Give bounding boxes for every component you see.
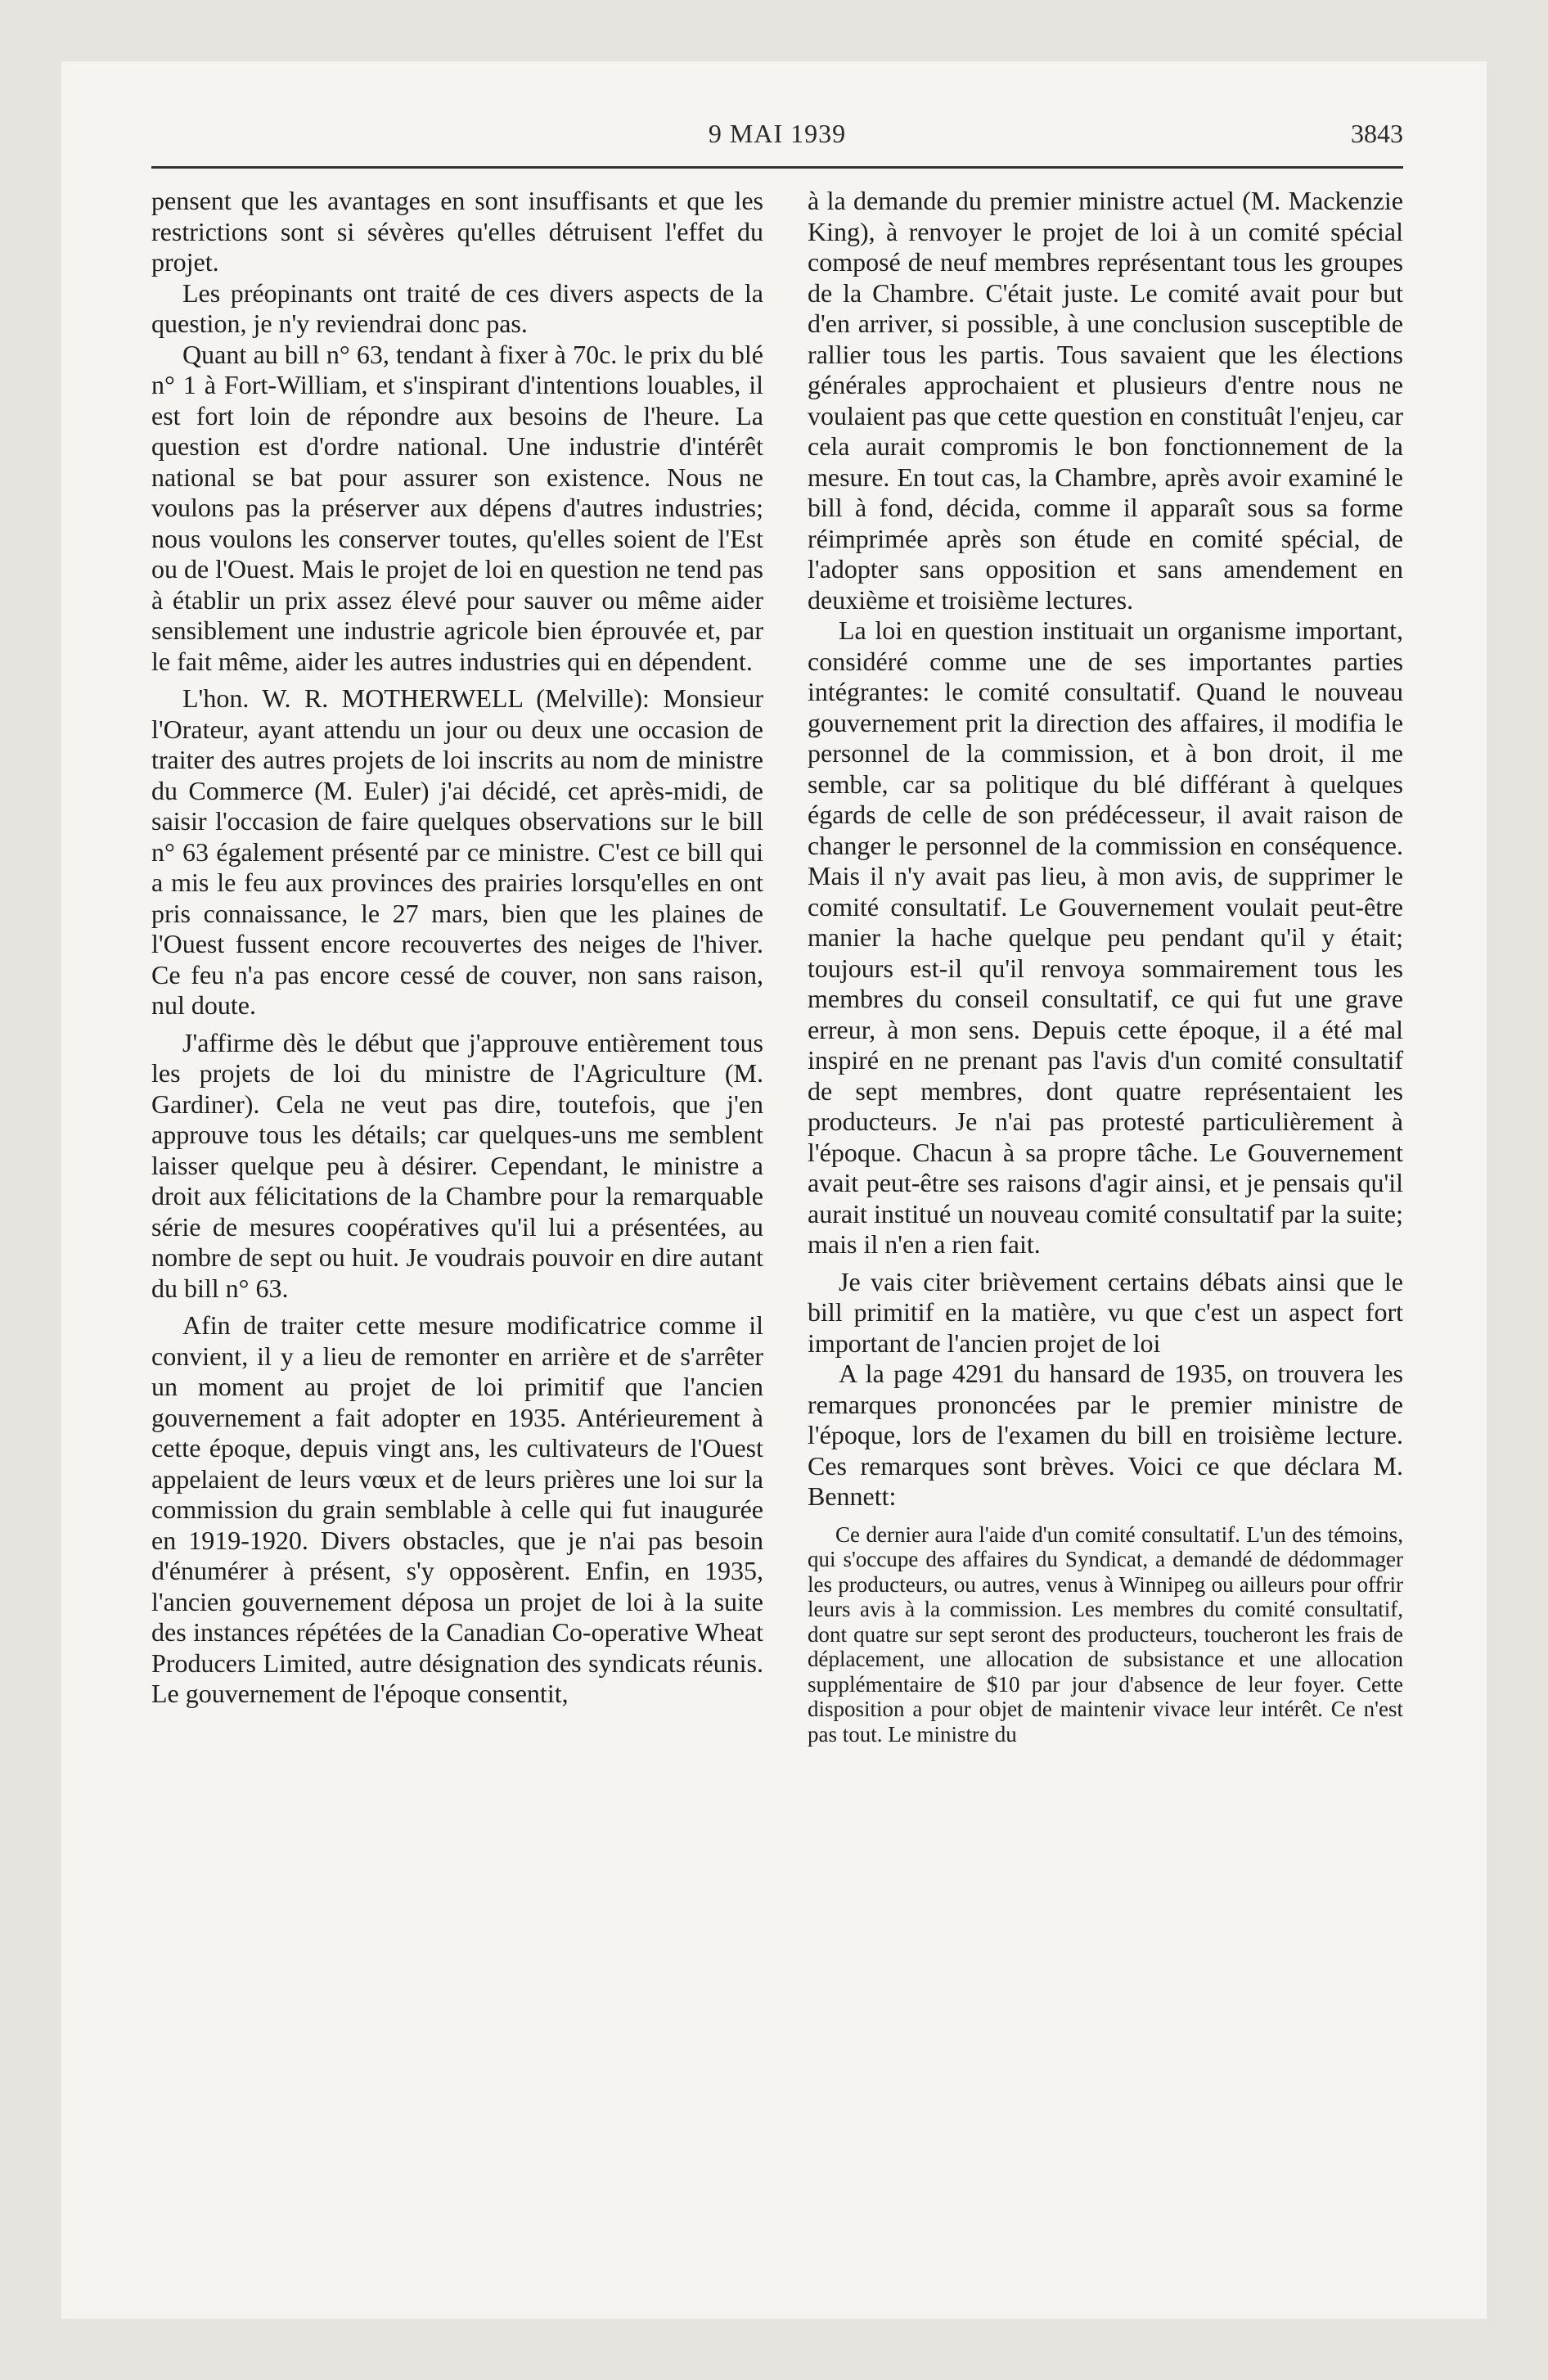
paragraph: pensent que les avantages en sont insuffisants et que les restrictions sont si sévères qu'elles détruisent l'effet du projet. bbox=[151, 186, 763, 277]
paragraph: La loi en question instituait un organisme important, considéré comme une de ses importantes parties intégrantes: le comité consultatif. Quand le nouveau gouvernement prit la direction des affaires, il modifia le personnel de la commission, et à bon droit, il me semble, car sa politique du blé différant à quelques égards de celle de son prédécesseur, il avait raison de changer le personnel de la commission en conséquence. Mais il n'y avait pas lieu, à mon avis, de supprimer le comité consultatif. Le Gouvernement voulait peut-être manier la hache quelque peu pendant qu'il y était; toujours est-il qu'il renvoya sommairement tous les membres du conseil consultatif, ce qui fut une grave erreur, à mon sens. Depuis cette époque, il a été mal inspiré en ne prenant pas l'avis d'un comité consultatif de sept membres, dont quatre représentaient les producteurs. Je n'ai pas protesté particulièrement à l'époque. Chacun à sa propre tâche. Le Gouvernement avait peut-être ses raisons d'agir ainsi, et je pensais qu'il aurait institué un nouveau comité consultatif par la suite; mais il n'en a rien fait. bbox=[808, 615, 1403, 1259]
paragraph: Je vais citer brièvement certains débats ainsi que le bill primitif en la matière, vu que c'est un aspect fort important de l'ancien projet de loi bbox=[808, 1266, 1403, 1358]
paragraph: Afin de traiter cette mesure modificatrice comme il convient, il y a lieu de remonter en arrière et de s'arrêter un moment au projet de loi primitif que l'ancien gouvernement a fait adopter en 1935. Antérieurement à cette époque, depuis vingt ans, les cultivateurs de l'Ouest appelaient de leurs vœux et de leurs prières une loi sur la commission du grain semblable à celle qui fut inaugurée en 1919-1920. Divers obstacles, que je n'ai pas besoin d'énumérer à présent, s'y opposèrent. Enfin, en 1935, l'ancien gouvernement déposa un projet de loi à la suite des instances répétées de la Canadian Co-operative Wheat Producers Limited, autre désignation des syndicats réunis. Le gouvernement de l'époque consentit, bbox=[151, 1310, 763, 1708]
page-date: 9 MAI 1939 bbox=[708, 119, 847, 148]
page-sheet bbox=[61, 61, 1487, 2319]
paragraph: Quant au bill n° 63, tendant à fixer à 70c. le prix du blé n° 1 à Fort-William, et s'inspirant d'intentions louables, il est fort loin de répondre aux besoins de l'heure. La question est d'ordre national. Une industrie d'intérêt national se bat pour assurer son existence. Nous ne voulons pas la préserver aux dépens d'autres industries; nous voulons les conserver toutes, qu'elles soient de l'Est ou de l'Ouest. Mais le projet de loi en question ne tend pas à établir un prix assez élevé pour sauver ou même aider sensiblement une industrie agricole bien éprouvée et, par le fait même, aider les autres industries qui en dépendent. bbox=[151, 339, 763, 676]
page-header bbox=[151, 119, 1403, 158]
paragraph: à la demande du premier ministre actuel (M. Mackenzie King), à renvoyer le projet de loi à un comité spécial composé de neuf membres représentant tous les groupes de la Chambre. C'était juste. Le comité avait pour but d'en arriver, si possible, à une conclusion susceptible de rallier tous les partis. Tous savaient que les élections générales approchaient et plusieurs d'entre nous ne voulaient pas que cette question en constituât l'enjeu, car cela aurait compromis le bon fonctionnement de la mesure. En tout cas, la Chambre, après avoir examiné le bill à fond, décida, comme il apparaît sous sa forme réimprimée après son étude en comité spécial, de l'adopter sans opposition et sans amendement en deuxième et troisième lectures. bbox=[808, 186, 1403, 615]
paragraph: A la page 4291 du hansard de 1935, on trouvera les remarques prononcées par le premier ministre de l'époque, lors de l'examen du bill en troisième lecture. Ces remarques sont brèves. Voici ce que déclara M. Bennett: bbox=[808, 1359, 1403, 1511]
paragraph: J'affirme dès le début que j'approuve entièrement tous les projets de loi du ministre de l'Agriculture (M. Gardiner). Cela ne veut pas dire, toutefois, que j'en approuve tous les détails; car quelques-uns me semblent laisser quelque peu à désirer. Cependant, le ministre a droit aux félicitations de la Chambre pour la remarquable série de mesures coopératives qu'il lui a présentées, au nombre de sept ou huit. Je voudrais pouvoir en dire autant du bill n° 63. bbox=[151, 1027, 763, 1303]
header-rule bbox=[151, 166, 1403, 169]
paragraph: L'hon. W. R. MOTHERWELL (Melville): Monsieur l'Orateur, ayant attendu un jour ou deux une occasion de traiter des autres projets de loi inscrits au nom de ministre du Commerce (M. Euler) j'ai décidé, cet après-midi, de saisir l'occasion de faire quelques observations sur le bill n° 63 également présenté par ce ministre. C'est ce bill qui a mis le feu aux provinces des prairies lorsqu'elles en ont pris connaissance, le 27 mars, bien que les plaines de l'Ouest fussent encore recouvertes des neiges de l'hiver. Ce feu n'a pas encore cessé de couver, non sans raison, nul doute. bbox=[151, 683, 763, 1020]
right-column bbox=[808, 186, 1403, 1747]
quotation-text: Ce dernier aura l'aide d'un comité consultatif. L'un des témoins, qui s'occupe des affaires du Syndicat, a demandé de dédommager les producteurs, ou autres, venus à Winnipeg ou ailleurs pour offrir leurs avis à la commission. Les membres du comité consultatif, dont quatre sur sept seront des producteurs, toucheront les frais de déplacement, une allocation de subsistance et une allocation supplémentaire de $10 par jour d'absence de leur foyer. Cette disposition a pour objet de maintenir vivace leur intérêt. Ce n'est pas tout. Le ministre du bbox=[808, 1521, 1403, 1747]
paragraph: Les préopinants ont traité de ces divers aspects de la question, je n'y reviendrai donc pas. bbox=[151, 277, 763, 338]
left-column bbox=[151, 186, 763, 1710]
page-number: 3843 bbox=[1351, 119, 1403, 148]
quotation-block bbox=[808, 1522, 1403, 1747]
